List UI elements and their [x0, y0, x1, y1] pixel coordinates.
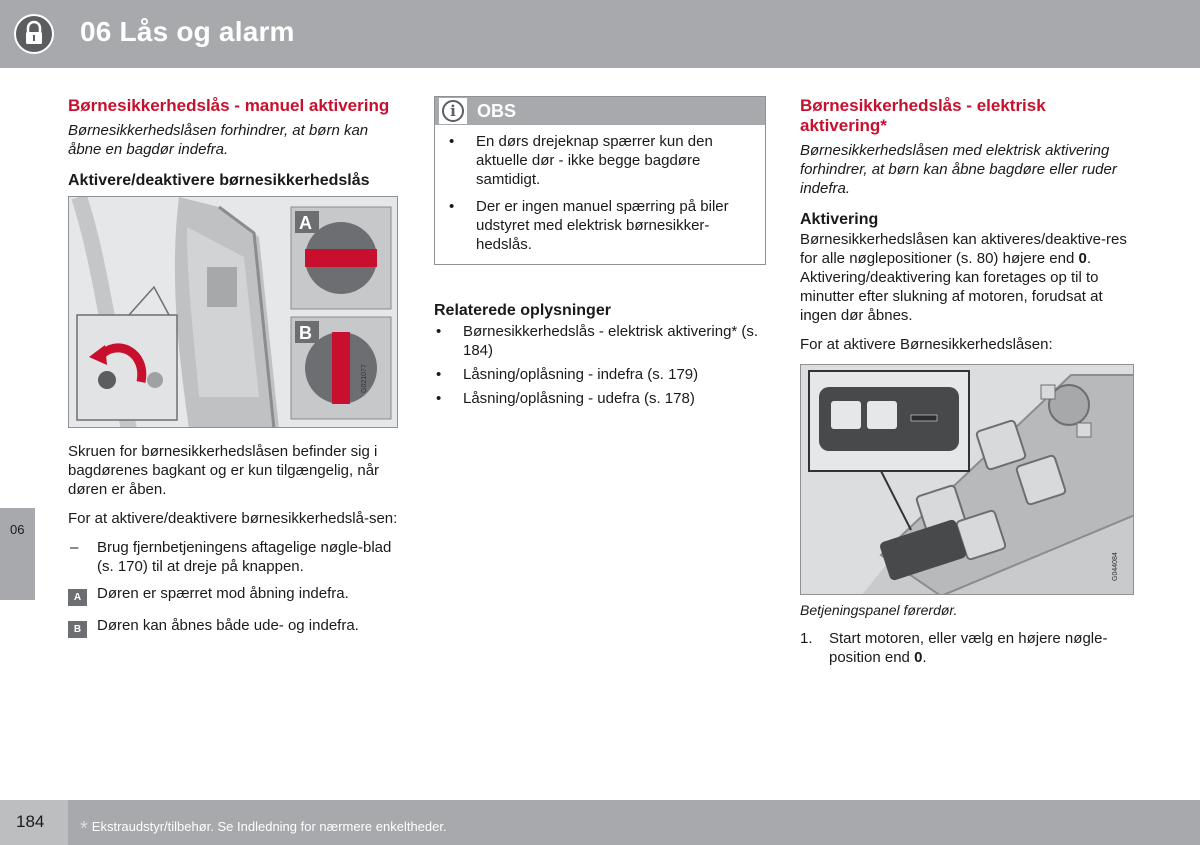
activation-text-part: Børnesikkerhedslåsen kan aktiveres/deaktive-res for alle nøglepositioner (s. 80) højere end	[800, 231, 1127, 267]
subhead-activate-deactivate: Aktivere/deaktivere børnesikkerhedslås	[68, 172, 370, 189]
obs-item-text: En dørs drejeknap spærrer kun den aktuelle dør - ikke begge bagdøre samtidigt.	[476, 133, 713, 188]
lock-icon	[14, 14, 54, 54]
dash-bullet: –	[70, 539, 79, 556]
obs-item-text: Der er ingen manuel spærring på biler udstyret med elektrisk børnesikker-hedslås.	[476, 198, 729, 253]
lock-glyph	[16, 16, 52, 52]
page-footer	[0, 800, 1200, 845]
section-lead-manual: Børnesikkerhedslåsen forhindrer, at børn kan åbne en bagdør indefra.	[68, 122, 369, 158]
activation-text	[800, 230, 1134, 325]
activate-electric-intro: For at aktivere Børnesikkerhedslåsen:	[800, 336, 1053, 353]
figure-code: G021077	[361, 364, 368, 393]
related-link[interactable]	[434, 389, 766, 408]
figure-label-b: B	[299, 323, 312, 343]
chapter-side-tab	[0, 508, 35, 600]
state-a-text: Døren er spærret mod åbning indefra.	[97, 585, 349, 602]
bullet: •	[436, 390, 442, 407]
related-link[interactable]	[434, 365, 766, 384]
list-item	[447, 132, 753, 189]
chapter-title: 06 Lås og alarm	[80, 16, 295, 47]
column-manual-lock	[68, 96, 398, 635]
footnote-text: Ekstraudstyr/tilbehør. Se Indledning for nærmere enkeltheder.	[91, 819, 447, 834]
list-item	[68, 538, 398, 576]
obs-note-box	[434, 96, 766, 265]
obs-body	[435, 125, 765, 264]
driver-door-panel-figure	[800, 364, 1134, 595]
activate-intro-text: For at aktivere/deaktivere børnesikkerhedslå-sen:	[68, 510, 398, 527]
step-text-part: Start motoren, eller vælg en højere nøgle-position end	[829, 630, 1108, 666]
footnote	[80, 814, 447, 840]
figure-code: G044084	[1112, 552, 1119, 581]
related-link-text: Børnesikkerhedslås - elektrisk aktivering* (s. 184)	[463, 323, 759, 359]
marker-b: B	[68, 621, 87, 638]
related-info-title: Relaterede oplysninger	[434, 302, 611, 319]
info-icon	[439, 98, 467, 124]
step-text-part: .	[922, 649, 927, 666]
step-list	[68, 538, 398, 576]
activation-text-bold: 0	[1078, 250, 1087, 267]
related-link-text: Låsning/oplåsning - udefra (s. 178)	[463, 390, 695, 407]
state-b-row	[68, 616, 398, 635]
state-a-row	[68, 584, 398, 603]
column-notes	[434, 96, 766, 408]
marker-a: A	[68, 589, 87, 606]
page-number-box	[0, 800, 68, 845]
page-header	[0, 0, 1200, 68]
related-link-text: Låsning/oplåsning - indefra (s. 179)	[463, 366, 699, 383]
bullet: •	[449, 198, 455, 215]
screw-location-text: Skruen for børnesikkerhedslåsen befinder sig i bagdørenes bagkant og er kun tilgængelig, når døren er åben.	[68, 443, 380, 498]
section-title-electric: Børnesikkerhedslås - elektrisk aktivering*	[800, 96, 1046, 135]
state-b-text: Døren kan åbnes både ude- og indefra.	[97, 617, 359, 634]
figure-label-a: A	[299, 213, 312, 233]
list-item	[447, 197, 753, 254]
bullet: •	[436, 366, 442, 383]
column-electric-lock	[800, 96, 1134, 667]
door-lock-figure	[68, 196, 398, 428]
related-info-list	[434, 322, 766, 408]
obs-header	[435, 97, 765, 125]
subhead-activation: Aktivering	[800, 211, 879, 228]
footnote-star: *	[80, 818, 88, 840]
step-number: 1.	[800, 630, 813, 647]
bullet: •	[436, 323, 442, 340]
step-text: Brug fjernbetjeningens aftagelige nøgle-blad (s. 170) til at dreje på knappen.	[97, 539, 392, 575]
door-illustration	[69, 197, 398, 428]
info-glyph: i	[442, 100, 464, 122]
step-text-bold: 0	[914, 649, 923, 666]
chapter-side-tab-label: 06	[10, 522, 25, 537]
figure-caption: Betjeningspanel førerdør.	[800, 602, 958, 618]
page-number: 184	[16, 812, 45, 831]
section-title-manual: Børnesikkerhedslås - manuel aktivering	[68, 96, 390, 115]
related-link[interactable]	[434, 322, 766, 360]
numbered-step	[800, 629, 1134, 667]
section-lead-electric: Børnesikkerhedslåsen med elektrisk aktivering forhindrer, at børn kan åbne bagdøre eller ruder indefra.	[800, 142, 1117, 197]
activation-text-part: . Aktivering/deaktivering kan foretages op til to minutter efter slukning af motoren, forudsat at ingen dør åbnes.	[800, 250, 1103, 324]
bullet: •	[449, 133, 455, 150]
chapter-icon-box	[0, 0, 68, 68]
obs-title: OBS	[477, 101, 517, 121]
control-panel-illustration	[801, 365, 1134, 595]
